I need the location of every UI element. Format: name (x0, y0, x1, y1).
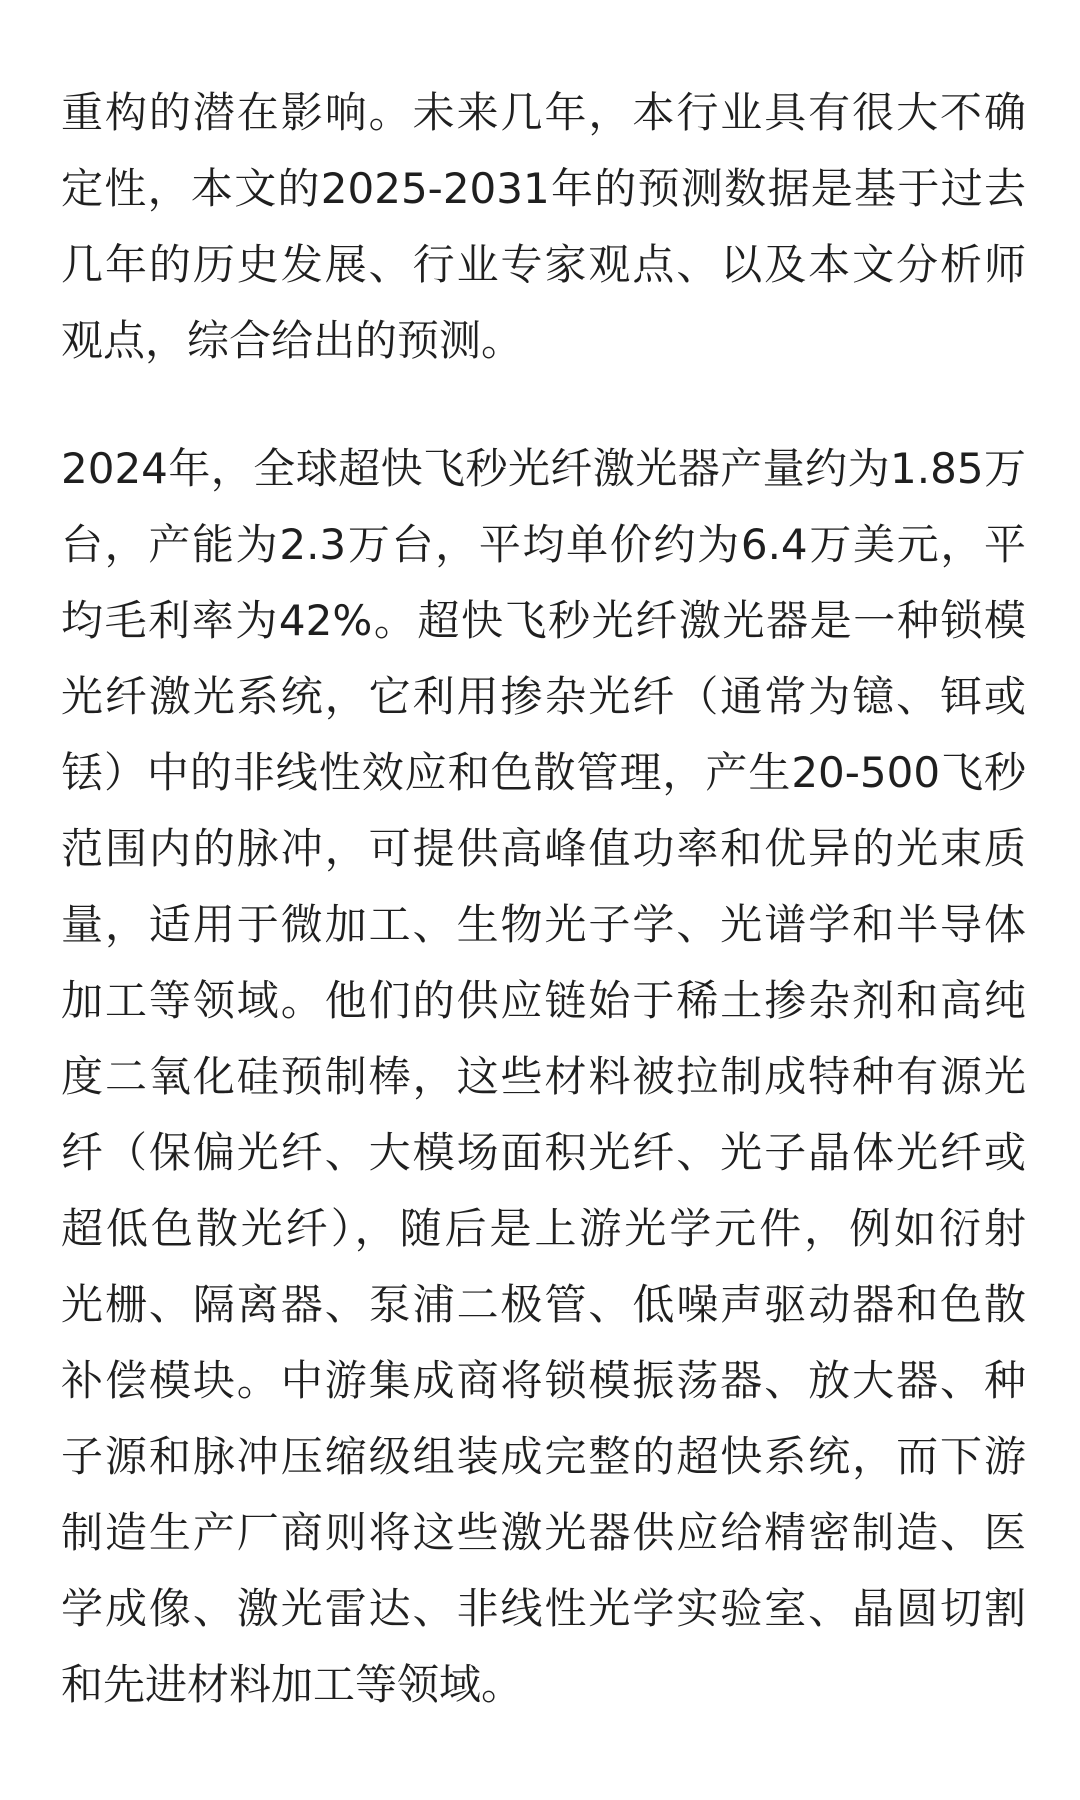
text-line: 学成像、激光雷达、非线性光学实验室、晶圆切割 (61, 1584, 1026, 1633)
paragraph-forecast-note (61, 75, 1026, 379)
text-line: 度二氧化硅预制棒，这些材料被拉制成特种有源光 (61, 1052, 1026, 1101)
text-line: 加工等领域。他们的供应链始于稀土掺杂剂和高纯 (61, 976, 1026, 1025)
text-line: 观点，综合给出的预测。 (61, 316, 524, 365)
text-line: 重构的潜在影响。未来几年，本行业具有很大不确 (61, 88, 1026, 137)
text-line: 光栅、隔离器、泵浦二极管、低噪声驱动器和色散 (61, 1280, 1026, 1329)
text-line: 定性，本文的2025-2031年的预测数据是基于过去 (61, 164, 1026, 213)
text-line: 光纤激光系统，它利用掺杂光纤（通常为镱、铒或 (61, 672, 1026, 721)
text-line: 子源和脉冲压缩级组装成完整的超快系统，而下游 (61, 1432, 1026, 1481)
paragraph-spacer (61, 379, 1026, 431)
text-line: 超低色散光纤），随后是上游光学元件，例如衍射 (61, 1204, 1026, 1253)
text-line: 2024年，全球超快飞秒光纤激光器产量约为1.85万 (61, 444, 1026, 493)
text-line: 纤（保偏光纤、大模场面积光纤、光子晶体光纤或 (61, 1128, 1026, 1177)
text-line: 补偿模块。中游集成商将锁模振荡器、放大器、种 (61, 1356, 1026, 1405)
text-line: 均毛利率为42%。超快飞秒光纤激光器是一种锁模 (61, 596, 1026, 645)
text-line: 量，适用于微加工、生物光子学、光谱学和半导体 (61, 900, 1026, 949)
text-line: 和先进材料加工等领域。 (61, 1660, 524, 1709)
text-line: 台，产能为2.3万台，平均单价约为6.4万美元，平 (61, 520, 1026, 569)
text-line: 几年的历史发展、行业专家观点、以及本文分析师 (61, 240, 1026, 289)
text-line: 铥）中的非线性效应和色散管理，产生20-500飞秒 (61, 748, 1026, 797)
text-line: 制造生产厂商则将这些激光器供应给精密制造、医 (61, 1508, 1026, 1557)
text-line: 范围内的脉冲，可提供高峰值功率和优异的光束质 (61, 824, 1026, 873)
paragraph-market-overview (61, 431, 1026, 1723)
